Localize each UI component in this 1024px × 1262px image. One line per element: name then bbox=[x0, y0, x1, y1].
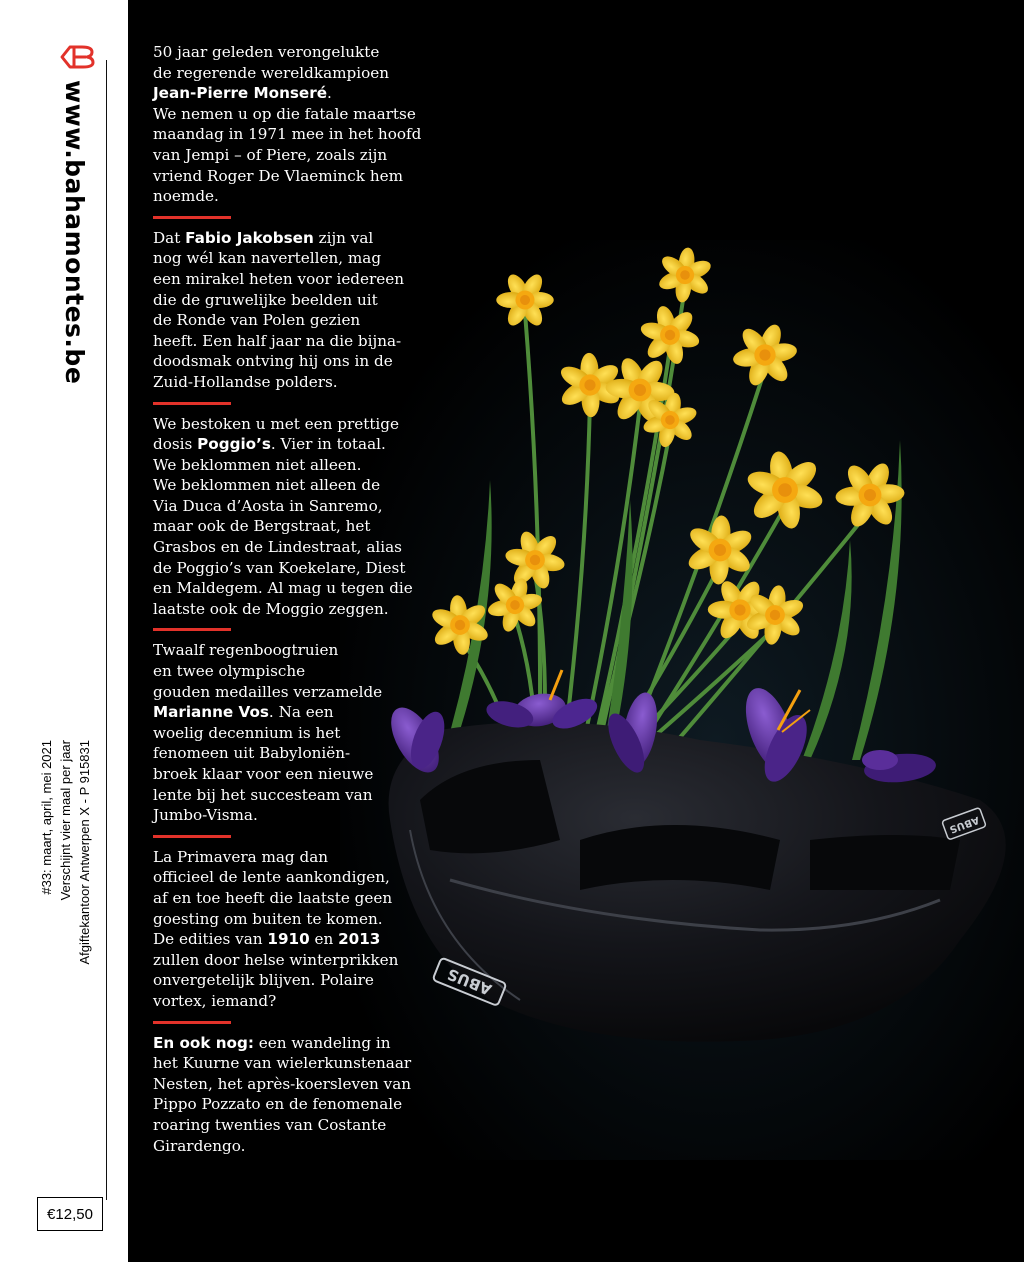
text-line bbox=[153, 1094, 413, 1115]
body-text: maar ook de Bergstraat, het bbox=[153, 517, 371, 536]
body-text: Grasbos en de Lindestraat, alias bbox=[153, 538, 402, 557]
text-line bbox=[153, 496, 413, 517]
body-text: We bestoken u met een prettige bbox=[153, 414, 399, 433]
teaser-block-3 bbox=[153, 414, 413, 620]
sidebar-strip bbox=[0, 0, 128, 1262]
text-line bbox=[153, 950, 413, 971]
imprint-line-2 bbox=[57, 740, 74, 900]
red-separator bbox=[153, 216, 231, 219]
body-text: onvergetelijk blijven. Polaire bbox=[153, 971, 374, 990]
text-line bbox=[153, 516, 413, 537]
body-text: officieel de lente aankondigen, bbox=[153, 868, 390, 887]
body-text: af en toe heeft die laatste geen bbox=[153, 888, 393, 907]
text-line bbox=[153, 331, 413, 352]
text-line bbox=[153, 558, 413, 579]
body-text: heeft. Een half jaar na die bijna- bbox=[153, 331, 402, 350]
text-line bbox=[153, 414, 413, 435]
text-line bbox=[153, 83, 413, 104]
body-text: De edities van bbox=[153, 930, 268, 949]
body-text: Zuid-Hollandse polders. bbox=[153, 372, 338, 391]
text-line bbox=[153, 785, 413, 806]
body-text: broek klaar voor een nieuwe bbox=[153, 765, 374, 783]
text-line bbox=[153, 970, 413, 991]
body-text: La Primavera mag dan bbox=[153, 847, 329, 866]
price-box bbox=[37, 1197, 103, 1231]
text-line bbox=[153, 475, 413, 496]
body-text: 50 jaar geleden verongelukte bbox=[153, 43, 380, 61]
body-text: We beklommen niet alleen. bbox=[153, 455, 362, 474]
helmet-brand-right: ABUS bbox=[947, 813, 981, 835]
body-text: noemde. bbox=[153, 187, 219, 206]
red-separator bbox=[153, 628, 231, 631]
body-text: een mirakel heten voor iedereen bbox=[153, 269, 405, 288]
body-text: en twee olympische bbox=[153, 662, 306, 681]
text-line bbox=[153, 166, 413, 187]
highlight-text: 2013 bbox=[338, 930, 381, 949]
body-text: woelig decennium is het bbox=[153, 723, 341, 742]
body-text: Twaalf regenboogtruien bbox=[153, 641, 339, 660]
bahamontes-logo bbox=[60, 44, 96, 70]
helmet-brand-left: ABUS bbox=[444, 964, 495, 999]
website-url-text: www.bahamontes.be bbox=[60, 80, 89, 385]
imprint-text-1: Afgiftekantoor Antwerpen X - P 915831 bbox=[77, 740, 92, 965]
text-line bbox=[153, 991, 413, 1012]
body-text: Pippo Pozzato en de fenomenale bbox=[153, 1095, 403, 1114]
text-line bbox=[153, 682, 413, 703]
text-line bbox=[153, 578, 413, 599]
body-text: Nesten, het après-koersleven van bbox=[153, 1074, 412, 1093]
text-line bbox=[153, 1033, 413, 1054]
text-line bbox=[153, 248, 413, 269]
text-line bbox=[153, 537, 413, 558]
text-line bbox=[153, 42, 413, 63]
text-line bbox=[153, 702, 413, 723]
imprint-line-1 bbox=[76, 740, 93, 965]
body-text: Dat bbox=[153, 228, 186, 247]
highlight-text: 1910 bbox=[267, 930, 310, 949]
text-line bbox=[153, 104, 416, 125]
body-text: vortex, iemand? bbox=[153, 991, 277, 1010]
imprint bbox=[38, 740, 94, 1000]
imprint-text-3: #33: maart, april, mei 2021 bbox=[39, 740, 54, 895]
body-text: de Poggio’s van Koekelare, Diest bbox=[153, 558, 406, 577]
highlight-text: Jean-Pierre Monseré bbox=[153, 84, 328, 103]
teaser-block-2 bbox=[153, 228, 413, 393]
imprint-text-2: Verschijnt vier maal per jaar bbox=[58, 740, 73, 901]
body-text: laatste ook de Moggio zeggen. bbox=[153, 599, 389, 618]
body-text: en bbox=[309, 930, 339, 949]
body-text: zullen door helse winterprikken bbox=[153, 950, 399, 969]
cover-photo bbox=[340, 240, 1024, 1160]
text-line bbox=[153, 847, 413, 868]
teaser-block-5 bbox=[153, 847, 413, 1012]
text-line bbox=[153, 599, 413, 620]
text-line bbox=[153, 764, 413, 785]
text-line bbox=[153, 867, 413, 888]
price-text: €12,50 bbox=[47, 1205, 93, 1223]
article-teasers bbox=[153, 42, 422, 1156]
text-line bbox=[153, 929, 413, 950]
teaser-block-1 bbox=[153, 42, 422, 207]
body-text: . Vier in totaal. bbox=[270, 435, 386, 454]
sidebar-divider bbox=[106, 60, 107, 1200]
body-text: goesting om buiten te komen. bbox=[153, 909, 383, 928]
website-url bbox=[60, 80, 89, 385]
body-text: de Ronde van Polen gezien bbox=[153, 311, 361, 330]
text-line bbox=[153, 310, 413, 331]
text-line bbox=[153, 1136, 413, 1157]
highlight-text: Fabio Jakobsen bbox=[185, 228, 314, 247]
body-text: We nemen u op die fatale maartse bbox=[153, 104, 416, 123]
teaser-block-4 bbox=[153, 640, 413, 825]
body-text: dosis bbox=[153, 435, 198, 454]
body-text: doodsmak ontving hij ons in de bbox=[153, 352, 393, 371]
body-text: fenomeen uit Babyloniën- bbox=[153, 744, 351, 763]
text-line bbox=[153, 1053, 413, 1074]
body-text: . Na een bbox=[268, 703, 334, 722]
body-text: maandag in 1971 mee in het hoofd bbox=[153, 125, 422, 144]
body-text: een wandeling in bbox=[253, 1033, 391, 1052]
text-line bbox=[153, 186, 413, 207]
highlight-text: Poggio’s bbox=[197, 435, 271, 454]
body-text: de regerende wereldkampioen bbox=[153, 63, 390, 82]
text-line bbox=[153, 743, 413, 764]
text-line bbox=[153, 909, 413, 930]
body-text: zijn val bbox=[313, 228, 374, 247]
text-line bbox=[153, 640, 413, 661]
text-line bbox=[153, 661, 413, 682]
body-text: en Maldegem. Al mag u tegen die bbox=[153, 579, 413, 598]
text-line bbox=[153, 145, 413, 166]
red-separator bbox=[153, 402, 231, 405]
body-text: . bbox=[327, 84, 332, 103]
teaser-block-6 bbox=[153, 1033, 413, 1157]
red-separator bbox=[153, 835, 231, 838]
text-line bbox=[153, 1115, 413, 1136]
text-line bbox=[153, 372, 413, 393]
body-text: Jumbo-Visma. bbox=[153, 806, 258, 825]
text-line bbox=[153, 269, 413, 290]
body-text: roaring twenties van Costante bbox=[153, 1115, 387, 1134]
highlight-text: En ook nog: bbox=[153, 1033, 254, 1052]
text-line bbox=[153, 455, 413, 476]
text-line bbox=[153, 723, 413, 744]
body-text: vriend Roger De Vlaeminck hem bbox=[153, 166, 404, 185]
text-line bbox=[153, 63, 413, 84]
body-text: We beklommen niet alleen de bbox=[153, 476, 381, 495]
body-text: nog wél kan navertellen, mag bbox=[153, 249, 382, 268]
text-line bbox=[153, 805, 413, 826]
text-line bbox=[153, 290, 413, 311]
text-line bbox=[153, 228, 413, 249]
imprint-line-3 bbox=[38, 740, 55, 895]
body-text: Girardengo. bbox=[153, 1136, 246, 1155]
red-separator bbox=[153, 1021, 231, 1024]
body-text: Via Duca d’Aosta in Sanremo, bbox=[153, 496, 383, 515]
body-text: het Kuurne van wielerkunstenaar bbox=[153, 1054, 412, 1073]
text-line bbox=[153, 124, 422, 145]
text-line bbox=[153, 434, 413, 455]
body-text: die de gruwelijke beelden uit bbox=[153, 290, 378, 309]
text-line bbox=[153, 1074, 413, 1095]
body-text: lente bij het succesteam van bbox=[153, 785, 373, 804]
text-line bbox=[153, 888, 413, 909]
text-line bbox=[153, 351, 413, 372]
body-text: van Jempi – of Piere, zoals zijn bbox=[153, 145, 388, 164]
body-text: gouden medailles verzamelde bbox=[153, 682, 383, 701]
highlight-text: Marianne Vos bbox=[153, 703, 269, 722]
